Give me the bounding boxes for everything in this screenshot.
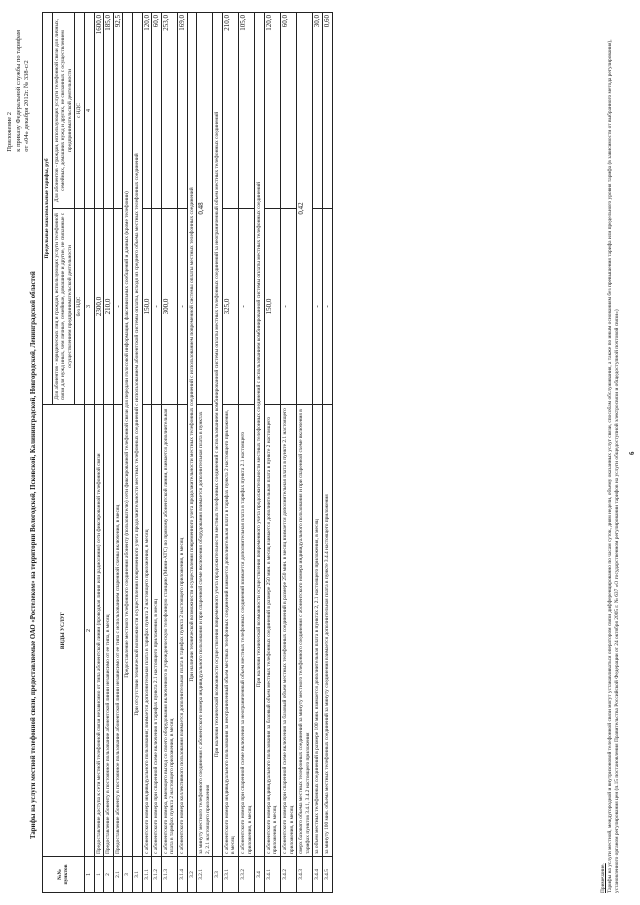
index-cell: 1 xyxy=(84,857,94,893)
table-row xyxy=(94,12,104,892)
footnote-label: Примечание. xyxy=(600,863,606,893)
tariff-value-business: 2300,0 xyxy=(94,209,104,405)
tariff-value-merged: 0,48 xyxy=(197,12,213,404)
service-name: с абонентского номера, имеющего выход со своего оборудования включенного в учрежденческую телефонную станцию (Мини-АТС) по прямому абонентской линии, взимается дополнительная плата в тарифах пункта 2 настоящего приложения, в месяц xyxy=(161,405,177,857)
tariff-value-citizen: 120,0 xyxy=(142,12,152,208)
tariff-value-business: - xyxy=(281,209,297,405)
table-row xyxy=(264,12,280,892)
service-name: с абонентского номера при спаренной схеме включения за неограниченный объем местных телефонных соединений взимается дополнительная плата в тарифах пункта 2.1 настоящего приложения, в месяц xyxy=(239,405,255,857)
col-header-v2-unit: с НДС xyxy=(75,12,85,208)
tariff-value-citizen: 253,0 xyxy=(161,12,177,208)
col-header-group: Предельные максимальные тарифы, руб xyxy=(43,12,53,404)
tariff-value-citizen: 1600,0 xyxy=(94,12,104,208)
col-header-name: ВИДЫ УСЛУГ xyxy=(43,405,85,857)
tariff-value-business: - xyxy=(152,209,162,405)
table-body xyxy=(94,12,332,892)
tariff-value-business: - xyxy=(323,209,333,405)
row-number: 3.3 xyxy=(213,857,223,893)
col-header-v2-desc: Для абонентов - граждан, использующих услуги телефонной связи для личных, семейных, домашних нужд и других, не связанных с осуществлением предпринимательской деятельности xyxy=(52,12,75,208)
table-row xyxy=(213,12,223,892)
header-line: от «04» декабря 2012г. № 338-с/2 xyxy=(23,60,30,152)
row-number: 3.4.5 xyxy=(323,857,333,893)
tariff-value-business: 210,0 xyxy=(104,209,114,405)
tariff-value-business: 300,0 xyxy=(161,209,177,405)
section-heading: При наличии технической возможности осуществления повременного учета продолжительности местных телефонных соединений с использованием повременной системы оплаты местных телефонных соединений xyxy=(187,12,197,856)
row-number: 3.4.4 xyxy=(313,857,323,893)
col-header-num: №№ пунктов xyxy=(43,857,85,893)
tariff-value-citizen: 210,0 xyxy=(222,12,238,208)
row-number: 3.4.3 xyxy=(297,857,313,893)
table-row xyxy=(222,12,238,892)
row-number: 3.1.4 xyxy=(177,857,187,893)
tariff-value-citizen: 105,0 xyxy=(239,12,255,208)
row-number: 3.1.3 xyxy=(161,857,177,893)
service-name: с абонентского номера при спаренной схеме включения в тарифах пункта 2.1 настоящего приложения, в месяц xyxy=(152,405,162,857)
table-row xyxy=(177,12,187,892)
row-number: 2 xyxy=(104,857,114,893)
tariff-value-citizen: 0,60 xyxy=(323,12,333,208)
row-number: 3.2 xyxy=(187,857,197,893)
service-name: с абонентского номера индивидуального пользования за неограниченный объем местных телефонных соединений взимается дополнительная плата в тарифах пункта 2 настоящего приложения, в месяц xyxy=(222,405,238,857)
row-number: 3.4 xyxy=(255,857,265,893)
table-row xyxy=(142,12,152,892)
row-number: 3.2.1 xyxy=(197,857,213,893)
index-cell: 4 xyxy=(84,12,94,208)
row-number: 1 xyxy=(94,857,104,893)
tariff-value-citizen: 60,0 xyxy=(281,12,297,208)
service-name: за минуту 100 мин. объема местных телефонных соединений за минуту соединения взимается дополнительная плата в пункте 3.4.4 настоящего приложения xyxy=(323,405,333,857)
tariff-value-business: - xyxy=(113,209,123,405)
service-name: с абонентского номера при спаренной схеме включения за базовый объем местных телефонных соединений в размере 250 мин. в месяц взимается дополнительная плата в пункте 2.1 настоящего приложения, в месяц xyxy=(281,405,297,857)
service-name: с абонентского номера коллективного пользования взимается дополнительная плата в тарифах пункта 2 настоящего приложения, в месяц xyxy=(177,405,187,857)
appendix-header xyxy=(6,30,32,152)
table-row xyxy=(297,12,313,892)
service-name: за минуту местного телефонного соединения с абонентского номера индивидуального пользования и при спаренной схеме включения оборудования взимается дополнительная плата в пунктах 2, 2.1 настоящего приложения xyxy=(197,405,213,857)
row-number: 3.4.1 xyxy=(264,857,280,893)
row-number: 3.3.2 xyxy=(239,857,255,893)
service-name: Предоставление абоненту в постоянное пользование абонентской линии независимо от ее типа, в месяц xyxy=(104,405,114,857)
tariff-value-citizen: 185,0 xyxy=(104,12,114,208)
service-name: Предоставление доступа к сети местной телефонной связи независимо от типа абонентской линии (проводная линия или радиолиния) сети фиксированной телефонной связи xyxy=(94,405,104,857)
row-number: 3 xyxy=(123,857,133,893)
header-line: Приложение 2 xyxy=(6,111,13,152)
row-number: 3.1 xyxy=(132,857,142,893)
col-header-v1-unit: без НДС xyxy=(75,209,85,405)
service-name: Предоставление абоненту в постоянное пользование абонентской линии независимо от ее типа с использованием спаренной схемы включения, в месяц xyxy=(113,405,123,857)
table-row xyxy=(323,12,333,892)
tariff-value-citizen: 30,0 xyxy=(313,12,323,208)
table-row xyxy=(197,12,213,892)
section-heading: Предоставление местного телефонного соединения абоненту (пользователю) сети фиксированной телефонной связи для передачи голосовой информации, факсимильных сообщений и данных (кроме телефонии) xyxy=(123,12,133,856)
table-row xyxy=(239,12,255,892)
tariff-value-citizen: 169,0 xyxy=(177,12,187,208)
table-row xyxy=(152,12,162,892)
document-title: Тарифы на услуги местной телефонной связи, предоставляемые ОАО «Ростелеком» на территории Вологодской, Псковской, Калининградской, Новгородской, Ленинградской областей xyxy=(30,271,37,839)
tariff-value-citizen: 120,0 xyxy=(264,12,280,208)
section-heading: При наличии технической возможности осуществления повременного учета продолжительности местных телефонных соединений с использованием комбинированной системы оплаты местных телефонных соединений за неограниченный объем местных телефонных соединений xyxy=(213,12,223,856)
tariff-table xyxy=(42,12,333,893)
index-cell: 2 xyxy=(84,405,94,857)
table-row xyxy=(113,12,123,892)
section-heading: При наличии технической возможности осуществления повременного учета продолжительности местных телефонных соединений с использованием комбинированной системы оплаты местных телефонных соединений xyxy=(255,12,265,856)
row-number: 3.1.1 xyxy=(142,857,152,893)
row-number: 3.4.2 xyxy=(281,857,297,893)
table-row xyxy=(104,12,114,892)
row-number: 2.1 xyxy=(113,857,123,893)
tariff-value-business: 150,0 xyxy=(264,209,280,405)
tariff-value-business: 150,0 xyxy=(142,209,152,405)
table-row xyxy=(161,12,177,892)
tariff-value-merged: 0,42 xyxy=(297,12,313,404)
row-number: 3.3.1 xyxy=(222,857,238,893)
table-row xyxy=(255,12,265,892)
table-row xyxy=(313,12,323,892)
tariff-value-business: - xyxy=(239,209,255,405)
page-number: 6 xyxy=(628,451,636,455)
service-name: с абонентского номера индивидуального пользования за базовый объем местных телефонных соединений в размере 250 мин. в месяц взимается дополнительная плата в пункте 2 настоящего приложения, в месяц xyxy=(264,405,280,857)
service-name: с абонентского номера индивидуального пользования; взимается дополнительная плата в тарифах пункта 2 настоящего приложения, в месяц xyxy=(142,405,152,857)
tariff-value-citizen: 92,5 xyxy=(113,12,123,208)
tariff-value-business: 325,0 xyxy=(222,209,238,405)
section-heading: При отсутствии технической возможности осуществления повременного учета продолжительности местных телефонных соединений с использованием абонентской системы оплаты, исходя из среднего объема местных телефонных соединений xyxy=(132,12,142,856)
table-row xyxy=(123,12,133,892)
row-number: 3.1.2 xyxy=(152,857,162,893)
service-name: за объем местных телефонных соединений в размере 100 мин. взимается дополнительная плата в пунктах 2, 2.1 настоящего приложения, в месяц xyxy=(313,405,323,857)
service-name: сверх базового объема местных телефонных соединений за минуту местного телефонного соединения с абонентского номера индивидуального пользования и при спаренной схеме включения в тарифах пунктов 3.4.1, 3.4.2 настоящего приложения xyxy=(297,405,313,857)
tariff-value-business: - xyxy=(313,209,323,405)
footnote-text: Тарифы на услуги местной, междугородной и внутризоновой телефонной связи могут устанавливаться оператором связи дифференцированно по часам суток, дням недели, объему оказанных услуг связи, способам обслуживания, а также по иным основаниям без превышения тарифа или предельного уровня тарифа (в зависимости от выбранного метода регулирования), установленного органом регулирования цен (п.15 постановления Правительства Российской Федерации от 24 октября 2005 г. № 637 «О государственном регулировании тарифов на услуги общедоступной электросвязи и общедоступной почтовой связи») xyxy=(606,39,620,893)
footnote xyxy=(600,13,620,893)
header-line: к приказу Федеральной службы по тарифам xyxy=(14,30,22,152)
table-row xyxy=(281,12,297,892)
tariff-value-business: - xyxy=(177,209,187,405)
col-header-v1-desc: Для абонентов - юридических лиц и граждан, использующих услуги телефонной связи для нужд иных, чем личные, семейные, домашние и другие, не связанные с осуществлением предпринимательской деятельности xyxy=(52,209,75,405)
table-row xyxy=(132,12,142,892)
table-row xyxy=(187,12,197,892)
index-cell: 3 xyxy=(84,209,94,405)
tariff-value-citizen: 60,0 xyxy=(152,12,162,208)
